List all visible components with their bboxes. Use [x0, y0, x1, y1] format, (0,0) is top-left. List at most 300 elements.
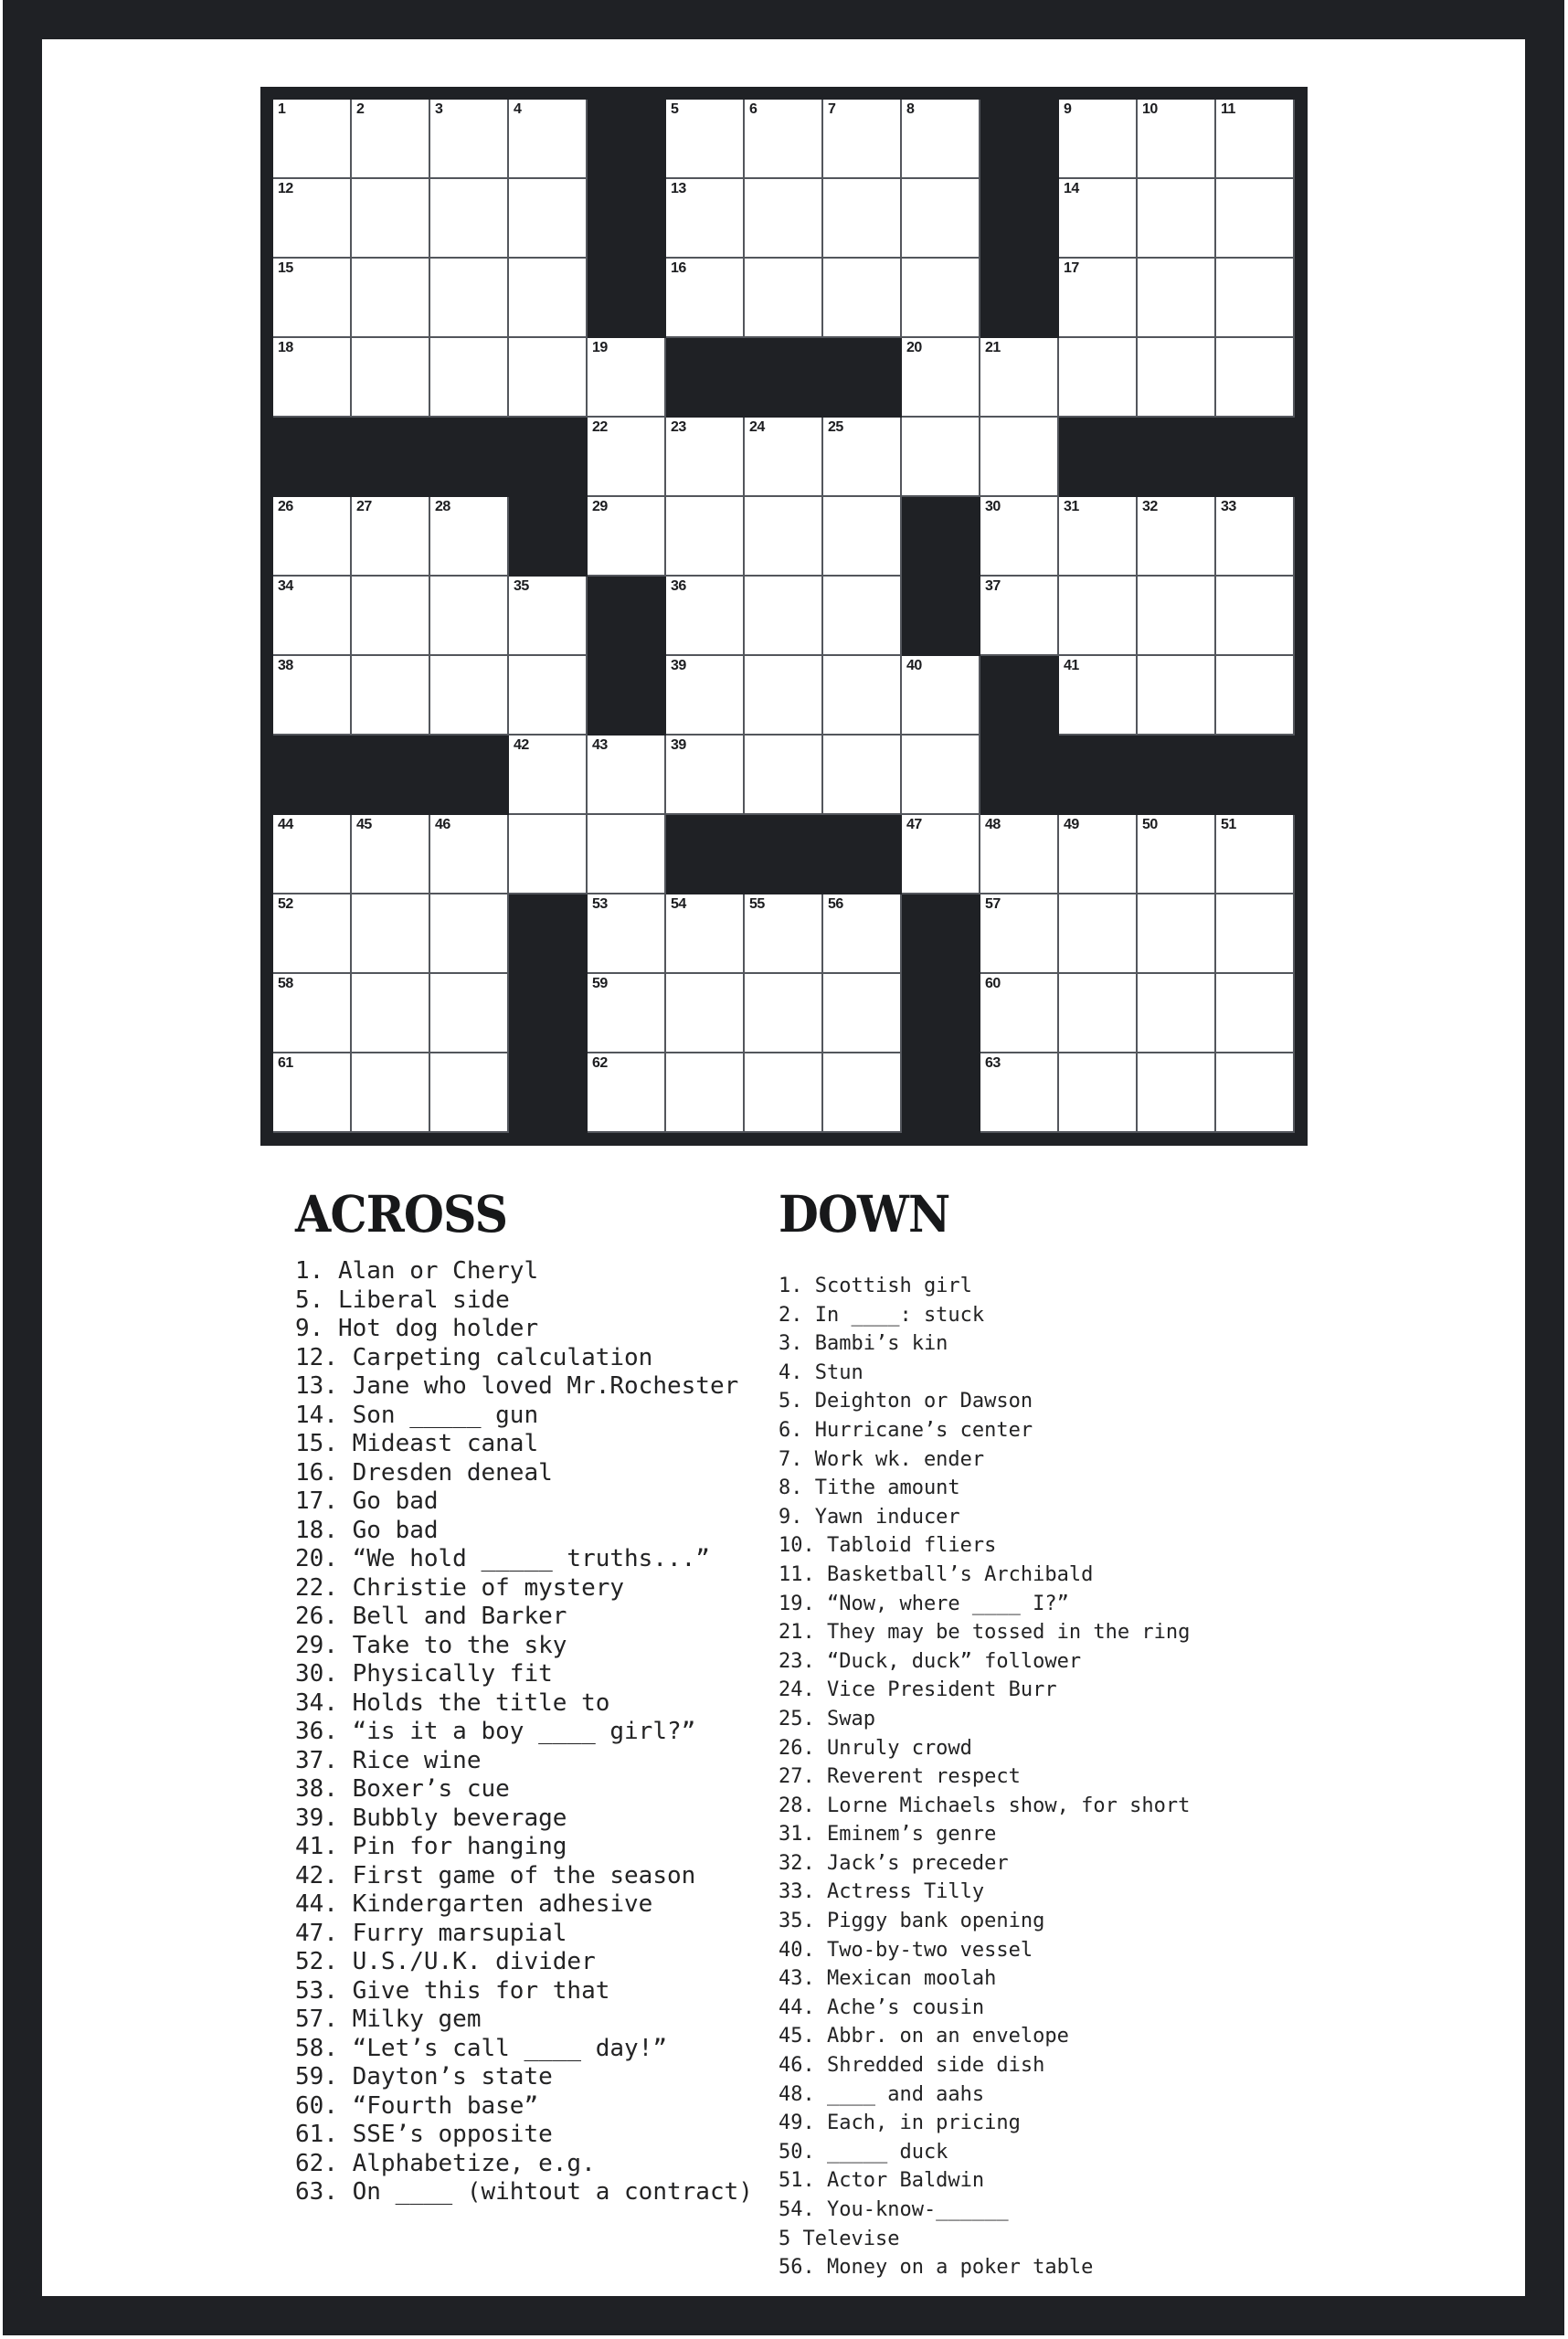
clue: 8. Tithe amount [779, 1476, 960, 1500]
letter-cell[interactable] [666, 577, 745, 656]
letter-cell[interactable] [745, 179, 823, 259]
letter-cell[interactable] [745, 577, 823, 656]
clue: 12. Carpeting calculation [295, 1343, 653, 1371]
letter-cell[interactable] [1059, 894, 1138, 974]
letter-cell[interactable] [273, 497, 352, 577]
letter-cell[interactable] [352, 259, 430, 338]
clue: 28. Lorne Michaels show, for short [779, 1794, 1191, 1817]
black-cell [980, 179, 1059, 259]
black-cell [980, 259, 1059, 338]
letter-cell[interactable] [902, 656, 980, 736]
cell-number: 19 [592, 340, 608, 355]
clue: 44. Kindergarten adhesive [295, 1890, 653, 1918]
cell-number: 43 [592, 737, 608, 753]
letter-cell[interactable] [666, 100, 745, 179]
letter-cell[interactable] [745, 100, 823, 179]
clue: 40. Two-by-two vessel [779, 1938, 1033, 1962]
letter-cell[interactable] [666, 894, 745, 974]
letter-cell[interactable] [902, 736, 980, 815]
clue: 5 Televise [779, 2227, 900, 2250]
letter-cell[interactable] [430, 815, 509, 894]
letter-cell[interactable] [352, 1053, 430, 1133]
clue: 41. Pin for hanging [295, 1833, 567, 1860]
cell-number: 12 [278, 181, 293, 196]
cell-number: 62 [592, 1055, 608, 1071]
letter-cell[interactable] [902, 179, 980, 259]
clue: 21. They may be tossed in the ring [779, 1621, 1191, 1645]
cell-number: 36 [671, 578, 686, 594]
black-cell [509, 1053, 588, 1133]
clue: 9. Hot dog holder [295, 1315, 539, 1342]
black-cell [1138, 736, 1216, 815]
letter-cell[interactable] [823, 577, 902, 656]
letter-cell[interactable] [509, 100, 588, 179]
cell-number: 23 [671, 419, 686, 435]
clue: 9. Yawn inducer [779, 1505, 960, 1529]
letter-cell[interactable] [273, 100, 352, 179]
letter-cell[interactable] [588, 736, 666, 815]
letter-cell[interactable] [1216, 1053, 1295, 1133]
letter-cell[interactable] [509, 577, 588, 656]
cell-number: 47 [906, 817, 922, 832]
clue: 36. “is it a boy ____ girl?” [295, 1718, 696, 1745]
cell-number: 53 [592, 896, 608, 912]
black-cell [902, 497, 980, 577]
cell-number: 1 [278, 101, 286, 117]
black-cell [902, 577, 980, 656]
clue: 52. U.S./U.K. divider [295, 1948, 596, 1975]
cell-number: 39 [671, 737, 686, 753]
clue: 63. On ____ (wihtout a contract) [295, 2178, 753, 2206]
cell-number: 54 [671, 896, 686, 912]
cell-number: 6 [749, 101, 758, 117]
clue: 27. Reverent respect [779, 1765, 1021, 1789]
clue: 32. Jack’s preceder [779, 1851, 1009, 1875]
cell-number: 25 [828, 419, 843, 435]
letter-cell[interactable] [430, 497, 509, 577]
cell-number: 11 [1221, 101, 1235, 117]
letter-cell[interactable] [666, 497, 745, 577]
cell-number: 27 [356, 499, 372, 514]
clue: 11. Basketball’s Archibald [779, 1562, 1094, 1586]
letter-cell[interactable] [666, 656, 745, 736]
letter-cell[interactable] [352, 974, 430, 1053]
black-cell [588, 100, 666, 179]
letter-cell[interactable] [1059, 100, 1138, 179]
across-section [295, 1184, 770, 2207]
clue: 56. Money on a poker table [779, 2256, 1094, 2280]
letter-cell[interactable] [980, 1053, 1059, 1133]
letter-cell[interactable] [1216, 656, 1295, 736]
cell-number: 14 [1064, 181, 1079, 196]
clue: 30. Physically fit [295, 1660, 553, 1688]
clue: 51. Actor Baldwin [779, 2169, 985, 2193]
cell-number: 56 [828, 896, 843, 912]
letter-cell[interactable] [430, 338, 509, 418]
black-cell [980, 656, 1059, 736]
letter-cell[interactable] [509, 736, 588, 815]
letter-cell[interactable] [980, 894, 1059, 974]
cell-number: 51 [1221, 817, 1236, 832]
cell-number: 45 [356, 817, 372, 832]
letter-cell[interactable] [588, 418, 666, 497]
cell-number: 59 [592, 976, 608, 991]
clue: 19. “Now, where ____ I?” [779, 1592, 1069, 1615]
cell-number: 60 [985, 976, 1001, 991]
black-cell [588, 179, 666, 259]
clue: 24. Vice President Burr [779, 1678, 1057, 1702]
clue: 42. First game of the season [295, 1861, 696, 1889]
across-title: ACROSS [295, 1184, 508, 1244]
letter-cell[interactable] [666, 736, 745, 815]
letter-cell[interactable] [352, 577, 430, 656]
letter-cell[interactable] [1216, 100, 1295, 179]
letter-cell[interactable] [666, 418, 745, 497]
letter-cell[interactable] [745, 974, 823, 1053]
letter-cell[interactable] [1059, 259, 1138, 338]
letter-cell[interactable] [430, 974, 509, 1053]
letter-cell[interactable] [509, 179, 588, 259]
black-cell [273, 736, 352, 815]
letter-cell[interactable] [509, 815, 588, 894]
clue: 35. Piggy bank opening [779, 1910, 1045, 1933]
black-cell [1138, 418, 1216, 497]
clue: 17. Go bad [295, 1487, 439, 1515]
black-cell [588, 577, 666, 656]
clue: 13. Jane who loved Mr.Rochester [295, 1372, 739, 1400]
crossword-grid-block [260, 87, 1308, 1146]
letter-cell[interactable] [1138, 497, 1216, 577]
black-cell [273, 418, 352, 497]
black-cell [823, 338, 902, 418]
letter-cell[interactable] [980, 338, 1059, 418]
black-cell [902, 974, 980, 1053]
letter-cell[interactable] [352, 815, 430, 894]
clue: 25. Swap [779, 1707, 875, 1730]
letter-cell[interactable] [666, 179, 745, 259]
clue: 48. ____ and aahs [779, 2082, 985, 2106]
letter-cell[interactable] [273, 656, 352, 736]
black-cell [902, 894, 980, 974]
cell-number: 55 [749, 896, 765, 912]
clue: 60. “Fourth base” [295, 2091, 539, 2120]
cell-number: 17 [1064, 260, 1079, 276]
black-cell [352, 418, 430, 497]
clue: 53. Give this for that [295, 1976, 610, 2005]
clue: 43. Mexican moolah [779, 1967, 997, 1991]
letter-cell[interactable] [273, 179, 352, 259]
cell-number: 49 [1064, 817, 1079, 832]
cell-number: 50 [1142, 817, 1158, 832]
clue: 58. “Let’s call ____ day!” [295, 2034, 667, 2062]
black-cell [1216, 736, 1295, 815]
letter-cell[interactable] [588, 894, 666, 974]
black-cell [745, 815, 823, 894]
letter-cell[interactable] [823, 497, 902, 577]
cell-number: 24 [749, 419, 765, 435]
letter-cell[interactable] [745, 1053, 823, 1133]
clue: 14. Son _____ gun [295, 1401, 539, 1429]
letter-cell[interactable] [430, 1053, 509, 1133]
letter-cell[interactable] [902, 418, 980, 497]
letter-cell[interactable] [430, 259, 509, 338]
letter-cell[interactable] [352, 497, 430, 577]
letter-cell[interactable] [745, 418, 823, 497]
letter-cell[interactable] [588, 497, 666, 577]
letter-cell[interactable] [430, 577, 509, 656]
black-cell [1216, 418, 1295, 497]
letter-cell[interactable] [823, 974, 902, 1053]
clue: 10. Tabloid fliers [779, 1534, 997, 1558]
cell-number: 52 [278, 896, 293, 912]
clue: 22. Christie of mystery [295, 1573, 625, 1602]
letter-cell[interactable] [1059, 656, 1138, 736]
clue: 1. Scottish girl [779, 1275, 972, 1297]
cell-number: 34 [278, 578, 293, 594]
clue: 34. Holds the title to [295, 1688, 610, 1717]
down-title: DOWN [779, 1184, 950, 1244]
black-cell [352, 736, 430, 815]
letter-cell[interactable] [823, 179, 902, 259]
letter-cell[interactable] [1138, 577, 1216, 656]
letter-cell[interactable] [823, 418, 902, 497]
letter-cell[interactable] [509, 656, 588, 736]
letter-cell[interactable] [823, 259, 902, 338]
black-cell [1059, 418, 1138, 497]
letter-cell[interactable] [1138, 179, 1216, 259]
letter-cell[interactable] [745, 497, 823, 577]
letter-cell[interactable] [1216, 577, 1295, 656]
black-cell [509, 497, 588, 577]
cell-number: 40 [906, 658, 922, 673]
cell-number: 5 [671, 101, 679, 117]
letter-cell[interactable] [352, 100, 430, 179]
cell-number: 41 [1064, 658, 1079, 673]
letter-cell[interactable] [745, 894, 823, 974]
letter-cell[interactable] [823, 100, 902, 179]
cell-number: 4 [514, 101, 522, 117]
letter-cell[interactable] [1216, 338, 1295, 418]
letter-cell[interactable] [588, 974, 666, 1053]
cell-number: 61 [278, 1055, 293, 1071]
clue: 31. Eminem’s genre [779, 1823, 997, 1847]
down-section [779, 1184, 1308, 2282]
cell-number: 21 [985, 340, 1001, 355]
cell-number: 3 [435, 101, 443, 117]
letter-cell[interactable] [1138, 894, 1216, 974]
cell-number: 30 [985, 499, 1001, 514]
letter-cell[interactable] [430, 100, 509, 179]
clue: 62. Alphabetize, e.g. [295, 2149, 596, 2177]
letter-cell[interactable] [509, 338, 588, 418]
letter-cell[interactable] [1059, 179, 1138, 259]
letter-cell[interactable] [273, 259, 352, 338]
cell-number: 31 [1064, 499, 1079, 514]
clue: 4. Stun [779, 1360, 863, 1384]
black-cell [588, 656, 666, 736]
letter-cell[interactable] [430, 656, 509, 736]
letter-cell[interactable] [1059, 1053, 1138, 1133]
black-cell [588, 259, 666, 338]
letter-cell[interactable] [1216, 974, 1295, 1053]
clue: 45. Abbr. on an envelope [779, 2025, 1069, 2048]
letter-cell[interactable] [1138, 656, 1216, 736]
letter-cell[interactable] [902, 100, 980, 179]
letter-cell[interactable] [1059, 338, 1138, 418]
letter-cell[interactable] [1216, 497, 1295, 577]
letter-cell[interactable] [823, 656, 902, 736]
letter-cell[interactable] [588, 338, 666, 418]
cell-number: 46 [435, 817, 450, 832]
letter-cell[interactable] [666, 974, 745, 1053]
clue: 29. Take to the sky [295, 1631, 567, 1659]
black-cell [430, 418, 509, 497]
letter-cell[interactable] [1138, 100, 1216, 179]
letter-cell[interactable] [1138, 1053, 1216, 1133]
clue: 46. Shredded side dish [779, 2054, 1045, 2078]
cell-number: 29 [592, 499, 608, 514]
cell-number: 10 [1142, 101, 1158, 117]
cell-number: 28 [435, 499, 450, 514]
letter-cell[interactable] [430, 894, 509, 974]
cell-number: 22 [592, 419, 608, 435]
black-cell [666, 338, 745, 418]
letter-cell[interactable] [352, 338, 430, 418]
letter-cell[interactable] [1138, 259, 1216, 338]
letter-cell[interactable] [902, 259, 980, 338]
cell-number: 63 [985, 1055, 1001, 1071]
cell-number: 8 [906, 101, 915, 117]
letter-cell[interactable] [902, 815, 980, 894]
letter-cell[interactable] [352, 179, 430, 259]
letter-cell[interactable] [588, 815, 666, 894]
letter-cell[interactable] [1216, 259, 1295, 338]
cell-number: 42 [514, 737, 529, 753]
clue: 39. Bubbly beverage [295, 1804, 567, 1832]
letter-cell[interactable] [1059, 974, 1138, 1053]
black-cell [823, 815, 902, 894]
cell-number: 15 [278, 260, 293, 276]
letter-cell[interactable] [273, 974, 352, 1053]
cell-number: 58 [278, 976, 293, 991]
letter-cell[interactable] [1059, 577, 1138, 656]
letter-cell[interactable] [509, 259, 588, 338]
clue: 57. Milky gem [295, 2006, 482, 2033]
black-cell [902, 1053, 980, 1133]
black-cell [1059, 736, 1138, 815]
clue: 5. Deighton or Dawson [779, 1390, 1033, 1413]
letter-cell[interactable] [980, 815, 1059, 894]
letter-cell[interactable] [273, 894, 352, 974]
clue: 20. “We hold _____ truths...” [295, 1545, 710, 1572]
clue: 26. Unruly crowd [779, 1736, 972, 1760]
letter-cell[interactable] [1138, 974, 1216, 1053]
letter-cell[interactable] [980, 497, 1059, 577]
clue: 6. Hurricane’s center [779, 1418, 1033, 1442]
letter-cell[interactable] [1138, 815, 1216, 894]
letter-cell[interactable] [823, 894, 902, 974]
cell-number: 26 [278, 499, 293, 514]
cell-number: 20 [906, 340, 922, 355]
clue: 44. Ache’s cousin [779, 1995, 985, 2019]
clue: 50. _____ duck [779, 2140, 948, 2164]
clue: 23. “Duck, duck” follower [779, 1649, 1082, 1673]
clue: 1. Alan or Cheryl [295, 1257, 539, 1285]
letter-cell[interactable] [980, 577, 1059, 656]
clue: 16. Dresden deneal [295, 1458, 553, 1487]
letter-cell[interactable] [1216, 815, 1295, 894]
letter-cell[interactable] [666, 1053, 745, 1133]
letter-cell[interactable] [1059, 497, 1138, 577]
clue: 15. Mideast canal [295, 1430, 539, 1457]
letter-cell[interactable] [823, 1053, 902, 1133]
letter-cell[interactable] [1138, 338, 1216, 418]
letter-cell[interactable] [588, 1053, 666, 1133]
letter-cell[interactable] [1059, 815, 1138, 894]
clue: 7. Work wk. ender [779, 1447, 985, 1471]
cell-number: 44 [278, 817, 293, 832]
letter-cell[interactable] [666, 259, 745, 338]
clue: 37. Rice wine [295, 1746, 482, 1774]
cell-number: 18 [278, 340, 293, 355]
cell-number: 37 [985, 578, 1001, 594]
across-clue-list [295, 1257, 770, 2207]
black-cell [666, 815, 745, 894]
letter-cell[interactable] [273, 1053, 352, 1133]
letter-cell[interactable] [745, 736, 823, 815]
letter-cell[interactable] [1216, 894, 1295, 974]
letter-cell[interactable] [745, 259, 823, 338]
cell-number: 13 [671, 181, 686, 196]
letter-cell[interactable] [823, 736, 902, 815]
letter-cell[interactable] [745, 656, 823, 736]
clue: 2. In ____: stuck [779, 1303, 985, 1327]
letter-cell[interactable] [352, 656, 430, 736]
cell-number: 39 [671, 658, 686, 673]
clue: 61. SSE’s opposite [295, 2121, 553, 2148]
crossword-grid [273, 100, 1295, 1133]
black-cell [980, 100, 1059, 179]
letter-cell[interactable] [980, 974, 1059, 1053]
black-cell [430, 736, 509, 815]
clue: 49. Each, in pricing [779, 2111, 1021, 2135]
letter-cell[interactable] [273, 338, 352, 418]
clue: 54. You-know-______ [779, 2198, 1009, 2221]
clue: 18. Go bad [295, 1516, 439, 1544]
letter-cell[interactable] [430, 179, 509, 259]
clue: 59. Dayton’s state [295, 2063, 553, 2090]
cell-number: 38 [278, 658, 293, 673]
letter-cell[interactable] [902, 338, 980, 418]
letter-cell[interactable] [980, 418, 1059, 497]
black-cell [509, 974, 588, 1053]
letter-cell[interactable] [1216, 179, 1295, 259]
clue: 33. Actress Tilly [779, 1880, 985, 1904]
clue: 26. Bell and Barker [295, 1603, 567, 1630]
cell-number: 57 [985, 896, 1001, 912]
cell-number: 32 [1142, 499, 1158, 514]
clue: 38. Boxer’s cue [295, 1775, 510, 1803]
black-cell [509, 418, 588, 497]
clue: 3. Bambi’s kin [779, 1332, 948, 1356]
letter-cell[interactable] [273, 577, 352, 656]
letter-cell[interactable] [352, 894, 430, 974]
letter-cell[interactable] [273, 815, 352, 894]
down-clue-list [779, 1272, 1308, 2282]
cell-number: 9 [1064, 101, 1072, 117]
cell-number: 33 [1221, 499, 1236, 514]
black-cell [980, 736, 1059, 815]
